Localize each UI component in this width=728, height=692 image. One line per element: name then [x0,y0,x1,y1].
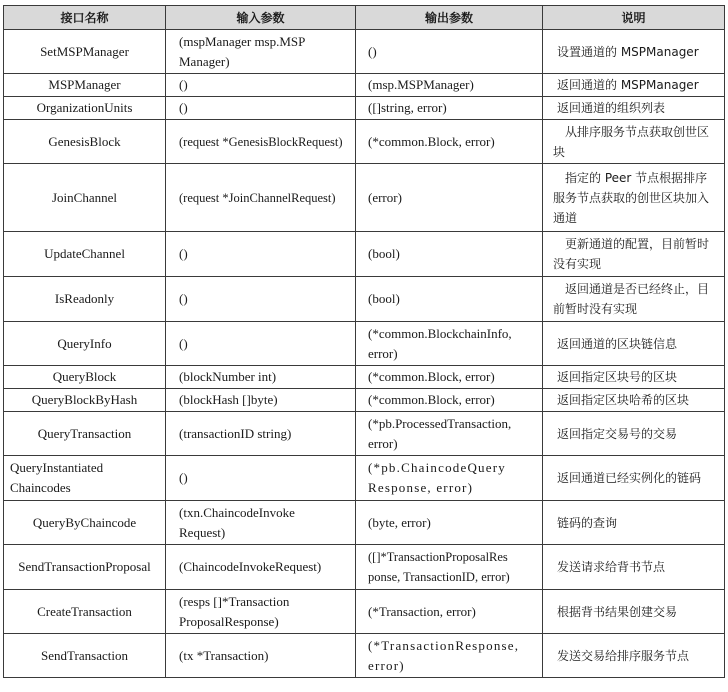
cell-input: (blockHash []byte) [166,389,356,412]
cell-description: 发送交易给排序服务节点 [543,634,725,678]
cell-name: GenesisBlock [4,120,166,164]
cell-name: IsReadonly [4,277,166,322]
cell-description: 发送请求给背书节点 [543,545,725,590]
cell-output: ([]string, error) [356,97,543,120]
cell-name: JoinChannel [4,164,166,232]
cell-description: 从排序服务节点获取创世区块 [543,120,725,164]
cell-input: () [166,232,356,277]
cell-description: 返回通道的区块链信息 [543,322,725,366]
cell-input: (request *GenesisBlockRequest) [166,120,356,164]
cell-output: (msp.MSPManager) [356,74,543,97]
cell-output: ([]*TransactionProposalRes ponse, TransactionID, error) [356,545,543,590]
cell-name: SetMSPManager [4,30,166,74]
table-row [4,74,725,97]
cell-output: (*TransactionResponse, error) [356,634,543,678]
table-row [4,456,725,501]
cell-output: (*common.Block, error) [356,120,543,164]
table-row [4,366,725,389]
cell-description: 返回指定交易号的交易 [543,412,725,456]
cell-name: QueryTransaction [4,412,166,456]
cell-description: 返回通道的 MSPManager [543,74,725,97]
cell-output: (*common.Block, error) [356,389,543,412]
cell-description: 返回指定区块哈希的区块 [543,389,725,412]
cell-output: (error) [356,164,543,232]
header-description: 说明 [543,6,725,30]
cell-input: (request *JoinChannelRequest) [166,164,356,232]
cell-description: 根据背书结果创建交易 [543,590,725,634]
cell-name: QueryInfo [4,322,166,366]
table-row [4,590,725,634]
cell-input: (blockNumber int) [166,366,356,389]
cell-name: SendTransaction [4,634,166,678]
cell-input: (tx *Transaction) [166,634,356,678]
header-interface-name: 接口名称 [4,6,166,30]
cell-description: 返回通道是否已经终止，目前暂时没有实现 [543,277,725,322]
table-row [4,501,725,545]
cell-description: 返回通道已经实例化的链码 [543,456,725,501]
table-row [4,120,725,164]
table-header [4,6,725,30]
table-row [4,97,725,120]
cell-name: QueryBlockByHash [4,389,166,412]
table-row [4,545,725,590]
cell-description: 指定的 Peer 节点根据排序服务节点获取的创世区块加入通道 [543,164,725,232]
table-row [4,30,725,74]
cell-name: CreateTransaction [4,590,166,634]
cell-input: () [166,277,356,322]
cell-input: (txn.ChaincodeInvoke Request) [166,501,356,545]
table-row [4,634,725,678]
table-row [4,412,725,456]
header-input-params: 输入参数 [166,6,356,30]
header-row [4,6,725,30]
cell-description: 更新通道的配置，目前暂时没有实现 [543,232,725,277]
cell-output: (*common.Block, error) [356,366,543,389]
cell-input: (resps []*Transaction ProposalResponse) [166,590,356,634]
cell-output: (*Transaction, error) [356,590,543,634]
api-table [3,5,725,678]
cell-name: UpdateChannel [4,232,166,277]
cell-output: (*pb.ChaincodeQuery Response, error) [356,456,543,501]
cell-description: 设置通道的 MSPManager [543,30,725,74]
cell-input: (transactionID string) [166,412,356,456]
cell-input: () [166,74,356,97]
cell-name: OrganizationUnits [4,97,166,120]
cell-name: QueryByChaincode [4,501,166,545]
cell-name: QueryBlock [4,366,166,389]
cell-output: (byte, error) [356,501,543,545]
cell-name: MSPManager [4,74,166,97]
cell-name: QueryInstantiated Chaincodes [4,456,166,501]
cell-output: (*pb.ProcessedTransaction, error) [356,412,543,456]
cell-input: () [166,97,356,120]
cell-input: (mspManager msp.MSP Manager) [166,30,356,74]
table-body [4,30,725,678]
cell-description: 返回指定区块号的区块 [543,366,725,389]
header-output-params: 输出参数 [356,6,543,30]
cell-name: SendTransactionProposal [4,545,166,590]
cell-description: 返回通道的组织列表 [543,97,725,120]
cell-input: () [166,456,356,501]
cell-output: (bool) [356,232,543,277]
cell-input: () [166,322,356,366]
cell-output: (bool) [356,277,543,322]
cell-input: (ChaincodeInvokeRequest) [166,545,356,590]
cell-description: 链码的查询 [543,501,725,545]
cell-output: () [356,30,543,74]
table-row [4,322,725,366]
table-row [4,232,725,277]
table-row [4,277,725,322]
table-row [4,389,725,412]
table-row [4,164,725,232]
cell-output: (*common.BlockchainInfo, error) [356,322,543,366]
